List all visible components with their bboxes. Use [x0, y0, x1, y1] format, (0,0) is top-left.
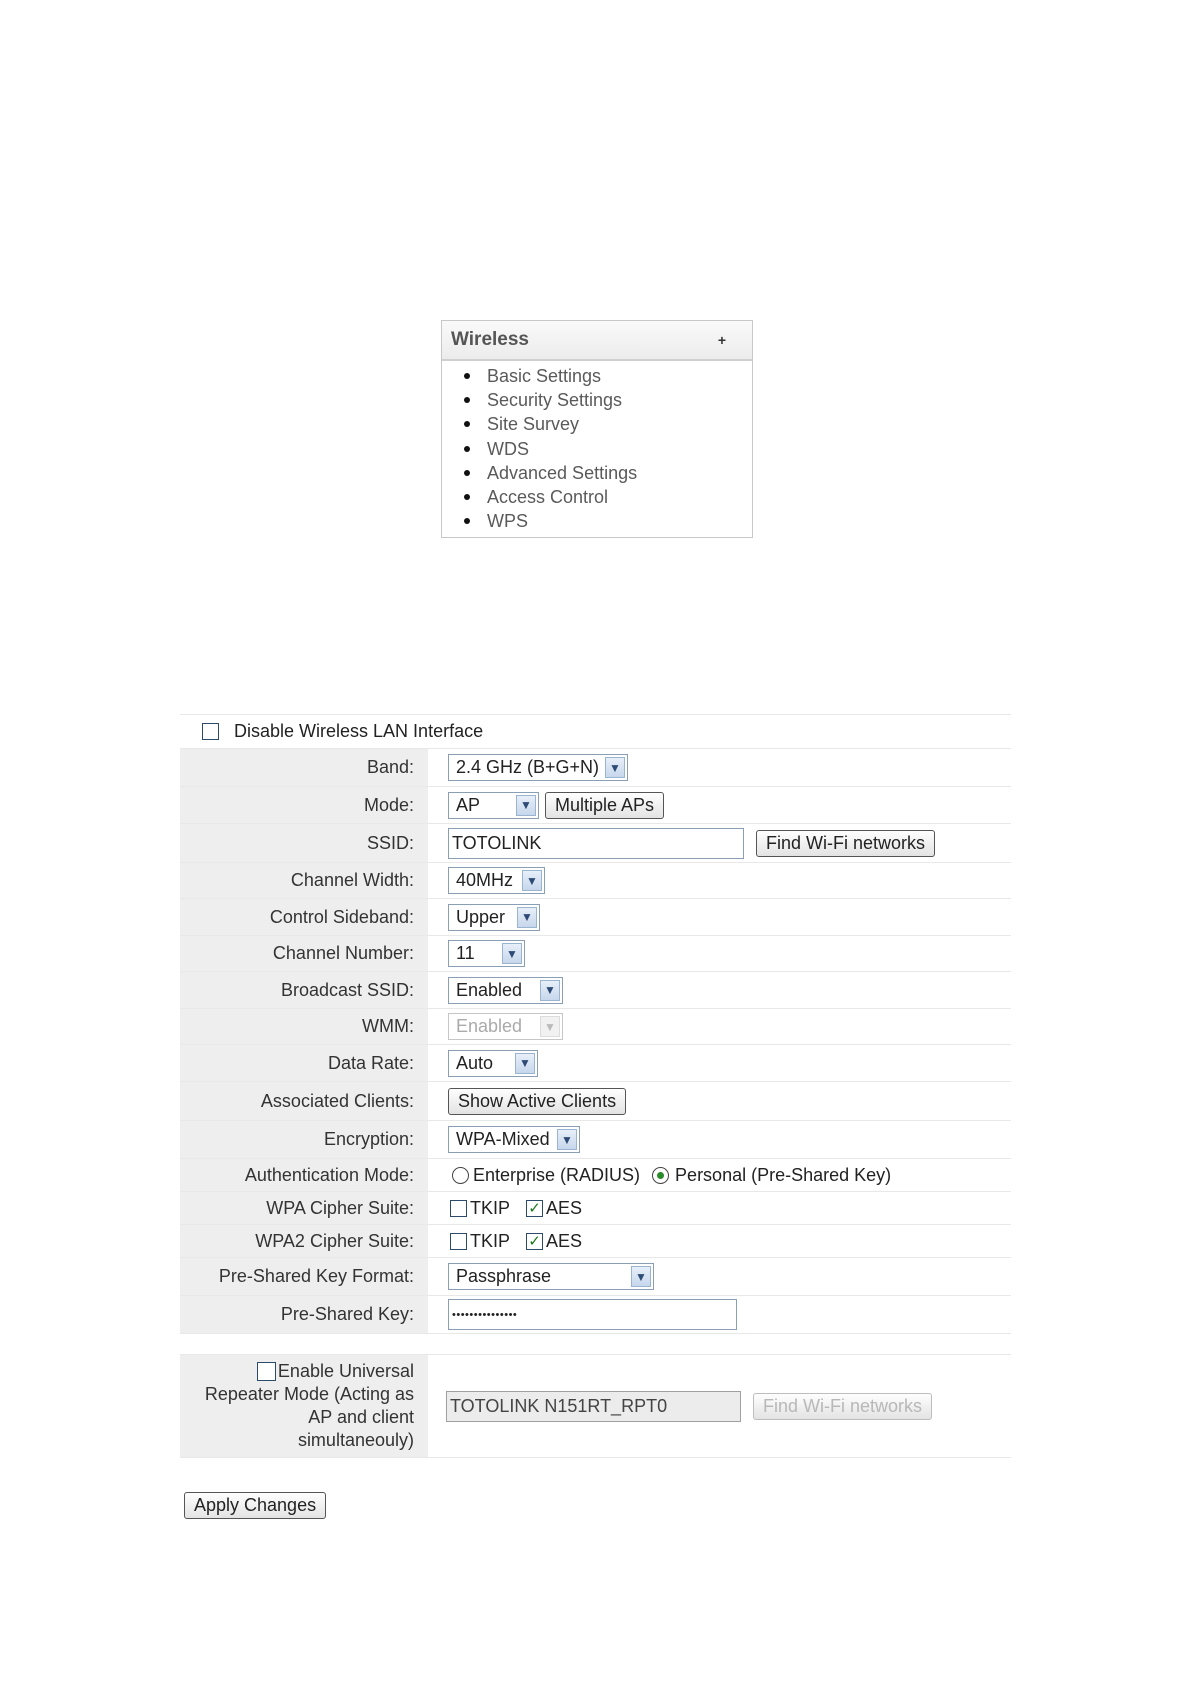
auth-enterprise-radio[interactable] [452, 1167, 469, 1184]
control-sideband-row [180, 899, 1011, 936]
encryption-row [180, 1121, 1011, 1159]
broadcast-ssid-value: Enabled [456, 979, 523, 1000]
band-value: 2.4 GHz (B+G+N) [456, 757, 600, 777]
auth-personal-label: Personal (Pre-Shared Key) [675, 1164, 892, 1185]
menu-item-security-settings[interactable] [464, 388, 752, 412]
mode-label: Mode: [180, 787, 428, 823]
menu-item-advanced-settings[interactable] [464, 461, 752, 485]
bullet-icon [464, 470, 470, 476]
auth-mode-row [180, 1159, 1011, 1192]
psk-format-select[interactable] [448, 1263, 654, 1290]
bullet-icon [464, 373, 470, 379]
wireless-menu-list [442, 361, 752, 533]
broadcast-ssid-label: Broadcast SSID: [180, 972, 428, 1008]
channel-number-value: 11 [456, 943, 475, 963]
data-rate-select[interactable] [448, 1050, 538, 1077]
broadcast-ssid-row [180, 972, 1011, 1009]
menu-item-label[interactable]: WDS [487, 438, 529, 459]
chevron-down-icon: ▼ [502, 943, 522, 964]
menu-item-basic-settings[interactable] [464, 364, 752, 388]
channel-width-row [180, 863, 1011, 899]
band-select[interactable] [448, 754, 628, 781]
repeater-ssid-input: TOTOLINK N151RT_RPT0 [446, 1391, 741, 1422]
wpa-aes-checkbox[interactable]: ✓ [526, 1200, 543, 1217]
band-label: Band: [180, 749, 428, 786]
wpa2-aes-checkbox[interactable]: ✓ [526, 1233, 543, 1250]
wpa-cipher-row [180, 1192, 1011, 1225]
repeater-label-line2: Repeater Mode (Acting as [204, 1384, 414, 1404]
expand-icon[interactable]: + [717, 332, 726, 348]
menu-item-label[interactable]: Basic Settings [487, 366, 602, 386]
disable-wlan-checkbox[interactable] [202, 723, 219, 740]
bullet-icon [464, 397, 470, 403]
control-sideband-select[interactable] [448, 904, 540, 931]
psk-label: Pre-Shared Key: [180, 1296, 428, 1333]
bullet-icon [464, 518, 470, 524]
bullet-icon [464, 494, 470, 500]
chevron-down-icon: ▼ [605, 757, 625, 778]
menu-item-wps[interactable] [464, 509, 752, 533]
wireless-menu-header[interactable] [442, 321, 752, 361]
disable-wlan-label: Disable Wireless LAN Interface [234, 721, 484, 741]
repeater-label-block [180, 1355, 428, 1457]
apply-changes-button[interactable]: Apply Changes [184, 1492, 326, 1519]
encryption-select[interactable] [448, 1126, 580, 1153]
basic-settings-form [180, 714, 1011, 1458]
channel-width-value: 40MHz [456, 870, 514, 890]
control-sideband-label: Control Sideband: [180, 899, 428, 935]
channel-width-label: Channel Width: [180, 863, 428, 898]
auth-enterprise-label: Enterprise (RADIUS) [473, 1164, 641, 1185]
wpa2-cipher-label: WPA2 Cipher Suite: [180, 1225, 428, 1257]
ssid-row [180, 824, 1011, 863]
wireless-menu-title: Wireless [451, 329, 529, 350]
mode-value: AP [456, 794, 481, 815]
chevron-down-icon: ▼ [515, 1053, 535, 1074]
wpa2-tkip-label: TKIP [470, 1230, 511, 1251]
mode-row [180, 787, 1011, 824]
control-sideband-value: Upper [456, 906, 506, 927]
wpa2-tkip-checkbox[interactable] [450, 1233, 467, 1250]
repeater-label-line4: simultaneouly) [297, 1430, 414, 1450]
menu-item-wds[interactable] [464, 437, 752, 461]
wmm-value: Enabled [456, 1016, 523, 1036]
bullet-icon [464, 421, 470, 427]
find-wifi-networks-button[interactable]: Find Wi-Fi networks [756, 830, 935, 857]
wpa-cipher-label: WPA Cipher Suite: [180, 1192, 428, 1224]
wmm-select [448, 1013, 563, 1040]
repeater-label-line3: AP and client [308, 1407, 414, 1427]
chevron-down-icon: ▼ [516, 795, 536, 816]
wpa-tkip-checkbox[interactable] [450, 1200, 467, 1217]
data-rate-row [180, 1045, 1011, 1082]
menu-item-label[interactable]: WPS [487, 511, 529, 532]
auth-mode-label: Authentication Mode: [180, 1159, 428, 1191]
encryption-value: WPA-Mixed [456, 1129, 550, 1149]
wireless-menu [441, 320, 753, 538]
channel-number-label: Channel Number: [180, 936, 428, 971]
wpa2-cipher-row [180, 1225, 1011, 1258]
ssid-input[interactable]: TOTOLINK [448, 828, 744, 859]
menu-item-label[interactable]: Security Settings [487, 390, 623, 411]
enable-repeater-checkbox[interactable] [257, 1362, 276, 1381]
show-active-clients-button[interactable]: Show Active Clients [448, 1088, 626, 1115]
psk-row [180, 1296, 1011, 1334]
repeater-row [180, 1354, 1011, 1458]
auth-personal-radio[interactable] [652, 1167, 669, 1184]
psk-input[interactable]: ••••••••••••••• [448, 1299, 737, 1330]
associated-clients-label: Associated Clients: [180, 1082, 428, 1120]
wpa2-aes-label: AES [546, 1230, 583, 1251]
menu-item-site-survey[interactable] [464, 412, 752, 436]
chevron-down-icon: ▼ [557, 1129, 577, 1150]
menu-item-label[interactable]: Advanced Settings [487, 462, 638, 483]
associated-clients-row [180, 1082, 1011, 1121]
data-rate-label: Data Rate: [180, 1045, 428, 1081]
chevron-down-icon: ▼ [517, 907, 537, 928]
channel-width-select[interactable] [448, 867, 545, 894]
psk-format-row [180, 1258, 1011, 1296]
band-row [180, 749, 1011, 787]
broadcast-ssid-select[interactable] [448, 977, 563, 1004]
psk-format-label: Pre-Shared Key Format: [180, 1258, 428, 1295]
channel-number-select[interactable] [448, 940, 525, 967]
data-rate-value: Auto [456, 1052, 494, 1073]
disable-wlan-row [180, 714, 1011, 749]
repeater-find-wifi-button: Find Wi-Fi networks [753, 1393, 932, 1420]
encryption-label: Encryption: [180, 1121, 428, 1158]
wpa-aes-label: AES [546, 1197, 583, 1218]
chevron-down-icon: ▼ [631, 1266, 651, 1287]
bullet-icon [464, 446, 470, 452]
chevron-down-icon: ▼ [522, 870, 542, 891]
wmm-row [180, 1009, 1011, 1045]
chevron-down-icon: ▼ [540, 1016, 560, 1037]
channel-number-row [180, 936, 1011, 972]
chevron-down-icon: ▼ [540, 980, 560, 1001]
psk-format-value: Passphrase [456, 1266, 552, 1286]
menu-item-access-control[interactable] [464, 485, 752, 509]
ssid-label: SSID: [180, 824, 428, 862]
spacer [180, 1334, 1011, 1354]
repeater-label-line1: Enable Universal [277, 1361, 414, 1381]
mode-select[interactable] [448, 792, 539, 819]
wpa-tkip-label: TKIP [470, 1197, 511, 1218]
wmm-label: WMM: [180, 1009, 428, 1044]
menu-item-label[interactable]: Site Survey [487, 414, 580, 435]
multiple-aps-button[interactable]: Multiple APs [545, 792, 664, 819]
menu-item-label[interactable]: Access Control [487, 486, 609, 507]
